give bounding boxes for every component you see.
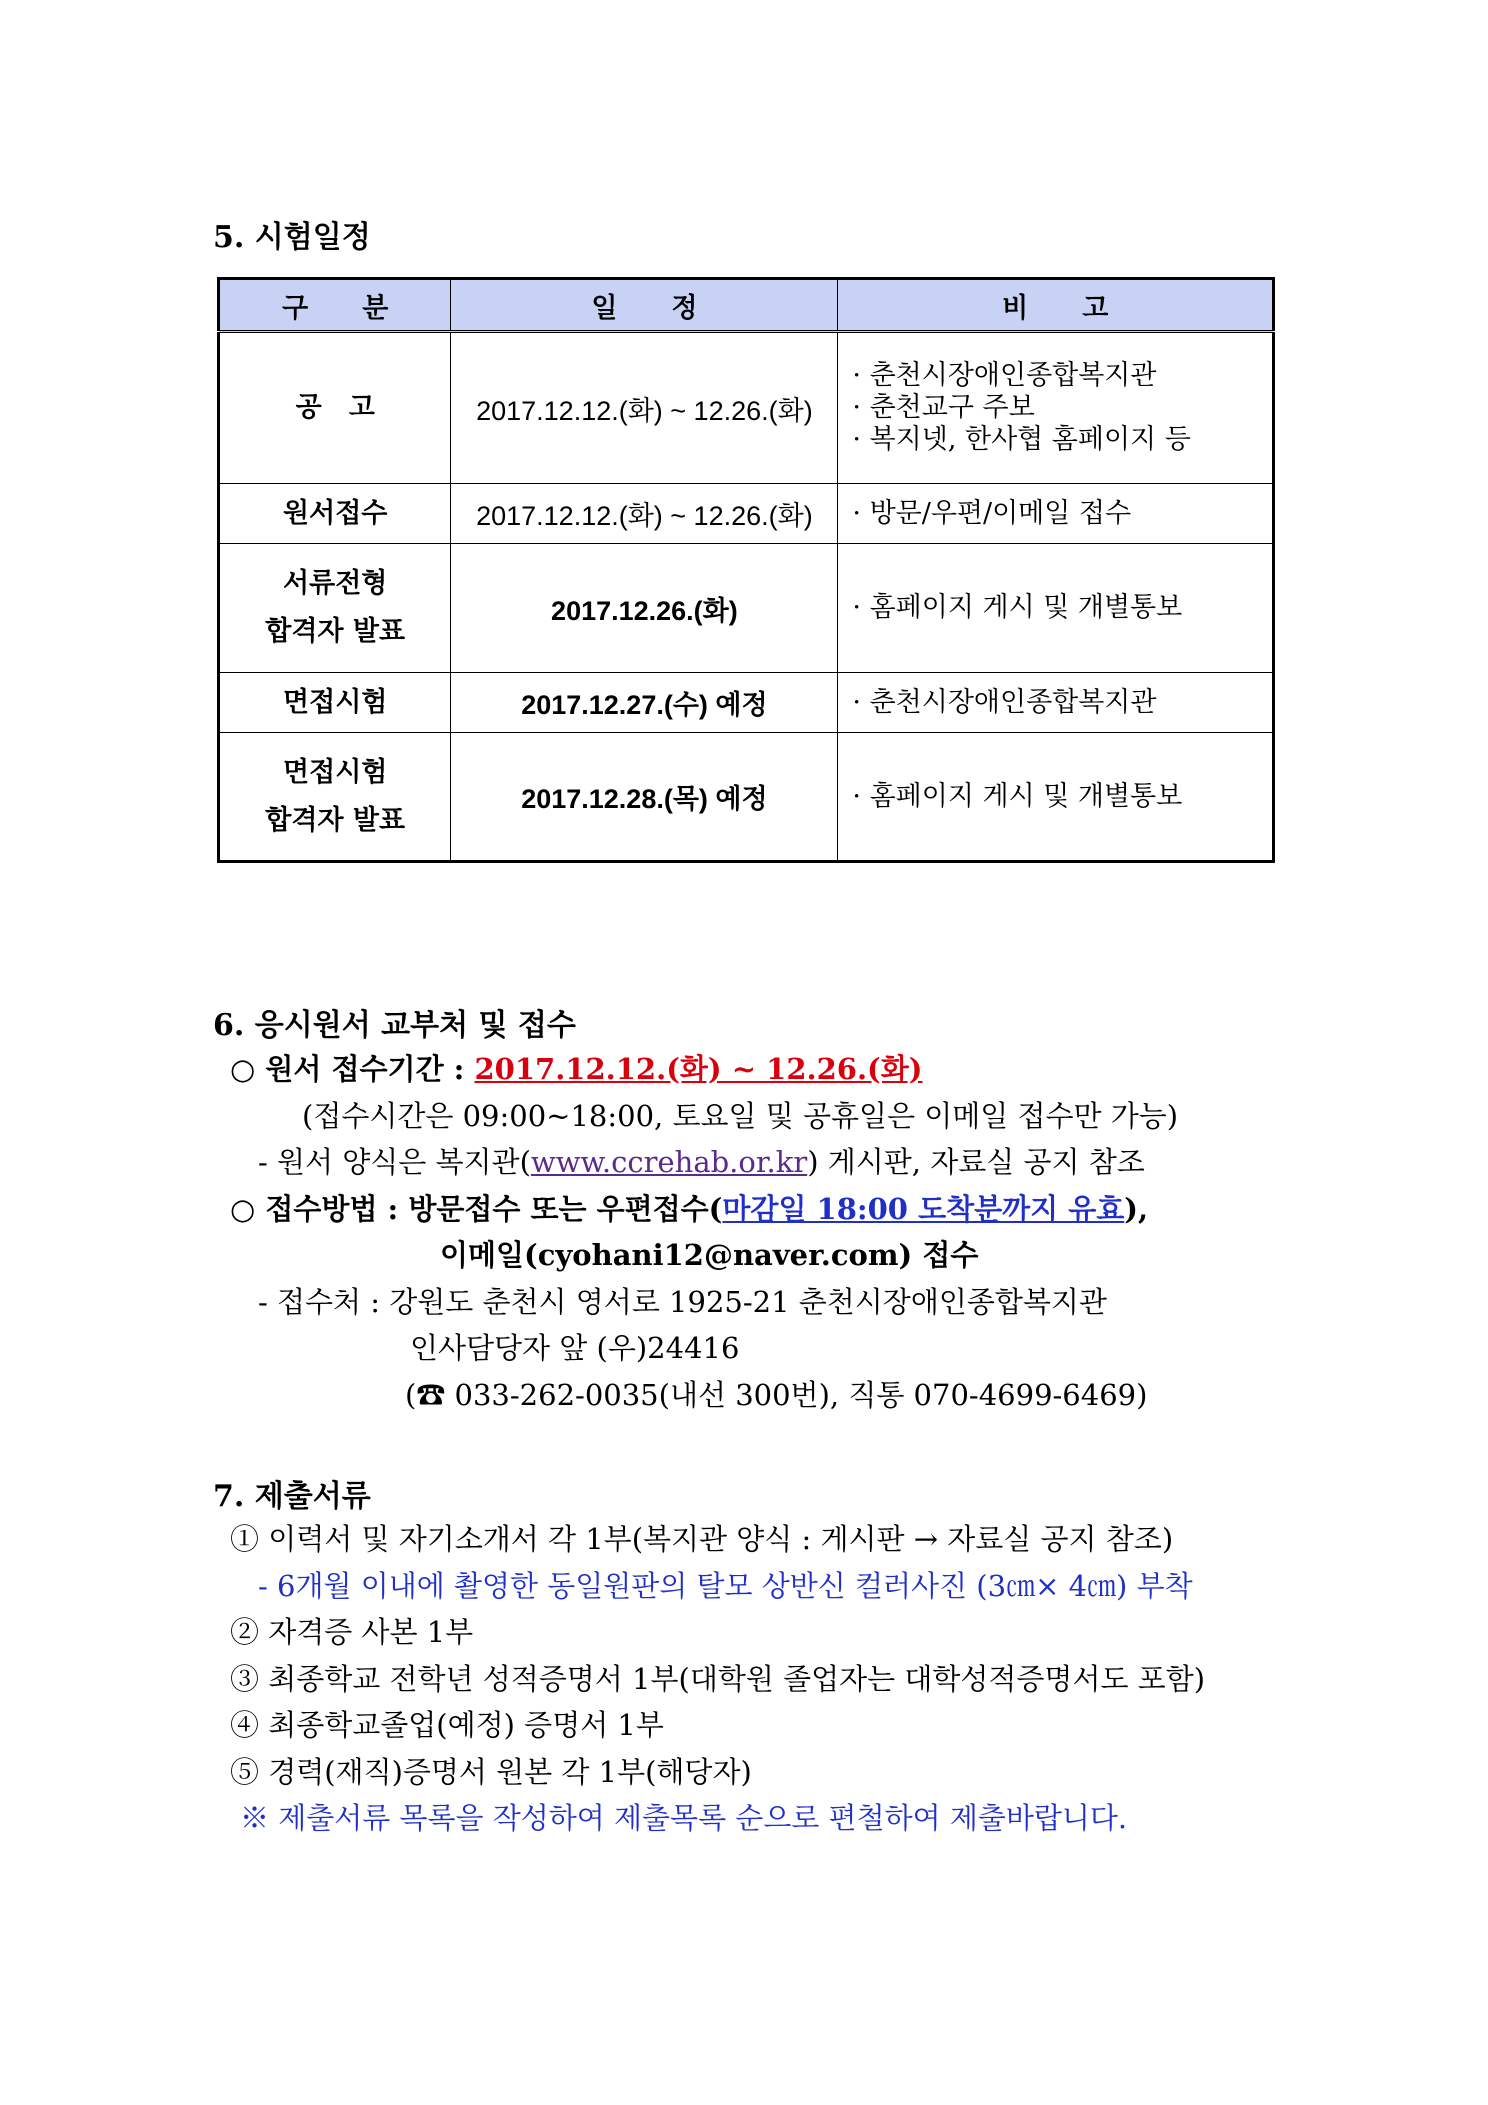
schedule-table [217, 277, 1275, 863]
deadline-note: 마감일 18:00 도착분까지 유효 [722, 1192, 1125, 1226]
form-note: - 원서 양식은 복지관(www.ccrehab.or.kr) 게시판, 자료실 공지 참조 [258, 1145, 1145, 1179]
doc-item-4: ④ 최종학교졸업(예정) 증명서 1부 [230, 1708, 664, 1742]
homepage-link[interactable]: www.ccrehab.or.kr [530, 1145, 808, 1179]
row-category: 공 고 [219, 332, 451, 484]
table-row [219, 733, 1274, 862]
row-category: 면접시험 합격자 발표 [219, 733, 451, 862]
row-notes: · 홈페이지 게시 및 개별통보 [838, 733, 1274, 862]
row-schedule: 2017.12.28.(목) 예정 [451, 733, 838, 862]
doc-item-1: ① 이력서 및 자기소개서 각 1부(복지관 양식 : 게시판 → 자료실 공지 참조) [230, 1522, 1174, 1556]
row-schedule: 2017.12.27.(수) 예정 [451, 673, 838, 733]
header-notes: 비 고 [838, 279, 1274, 332]
row-notes: · 춘천시장애인종합복지관 [838, 673, 1274, 733]
doc-item-2: ② 자격증 사본 1부 [230, 1615, 474, 1649]
doc-item-5: ⑤ 경력(재직)증명서 원본 각 1부(해당자) [230, 1755, 752, 1789]
row-notes: · 홈페이지 게시 및 개별통보 [838, 544, 1274, 673]
doc-item-3: ③ 최종학교 전학년 성적증명서 1부(대학원 졸업자는 대학성적증명서도 포함) [230, 1662, 1206, 1696]
hours-note: (접수시간은 09:00~18:00, 토요일 및 공휴일은 이메일 접수만 가능) [302, 1099, 1179, 1133]
row-category: 원서접수 [219, 484, 451, 544]
header-schedule: 일 정 [451, 279, 838, 332]
section6-title: 6. 응시원서 교부처 및 접수 [213, 1008, 576, 1043]
row-notes: · 춘천시장애인종합복지관 · 춘천교구 주보 · 복지넷, 한사협 홈페이지 등 [838, 332, 1274, 484]
table-header-row [219, 279, 1274, 332]
closing-note: ※ 제출서류 목록을 작성하여 제출목록 순으로 편철하여 제출바랍니다. [240, 1801, 1128, 1835]
address-line1: - 접수처 : 강원도 춘천시 영서로 1925-21 춘천시장애인종합복지관 [258, 1285, 1107, 1319]
row-notes: · 방문/우편/이메일 접수 [838, 484, 1274, 544]
section7-title: 7. 제출서류 [213, 1479, 371, 1514]
address-line2: 인사담당자 앞 (우)24416 [410, 1331, 740, 1365]
table-row [219, 544, 1274, 673]
section5-title: 5. 시험일정 [213, 220, 371, 255]
table-row [219, 484, 1274, 544]
application-period [230, 1047, 923, 1088]
period-value: 2017.12.12.(화) ~ 12.26.(화) [474, 1052, 923, 1086]
phone-line: (☎ 033-262-0035(내선 300번), 직통 070-4699-6469) [405, 1378, 1148, 1412]
row-schedule: 2017.12.26.(화) [451, 544, 838, 673]
row-category: 서류전형 합격자 발표 [219, 544, 451, 673]
email-line: 이메일(cyohani12@naver.com) 접수 [440, 1238, 979, 1272]
row-schedule: 2017.12.12.(화) ~ 12.26.(화) [451, 332, 838, 484]
table-row [219, 673, 1274, 733]
submission-method: ○ 접수방법 : 방문접수 또는 우편접수(마감일 18:00 도착분까지 유효), [230, 1192, 1149, 1226]
period-label: ○ 원서 접수기간 : [230, 1052, 475, 1086]
photo-note: - 6개월 이내에 촬영한 동일원판의 탈모 상반신 컬러사진 (3㎝× 4㎝) 부착 [258, 1569, 1193, 1603]
row-schedule: 2017.12.12.(화) ~ 12.26.(화) [451, 484, 838, 544]
row-category: 면접시험 [219, 673, 451, 733]
table-row [219, 332, 1274, 484]
header-category: 구 분 [219, 279, 451, 332]
